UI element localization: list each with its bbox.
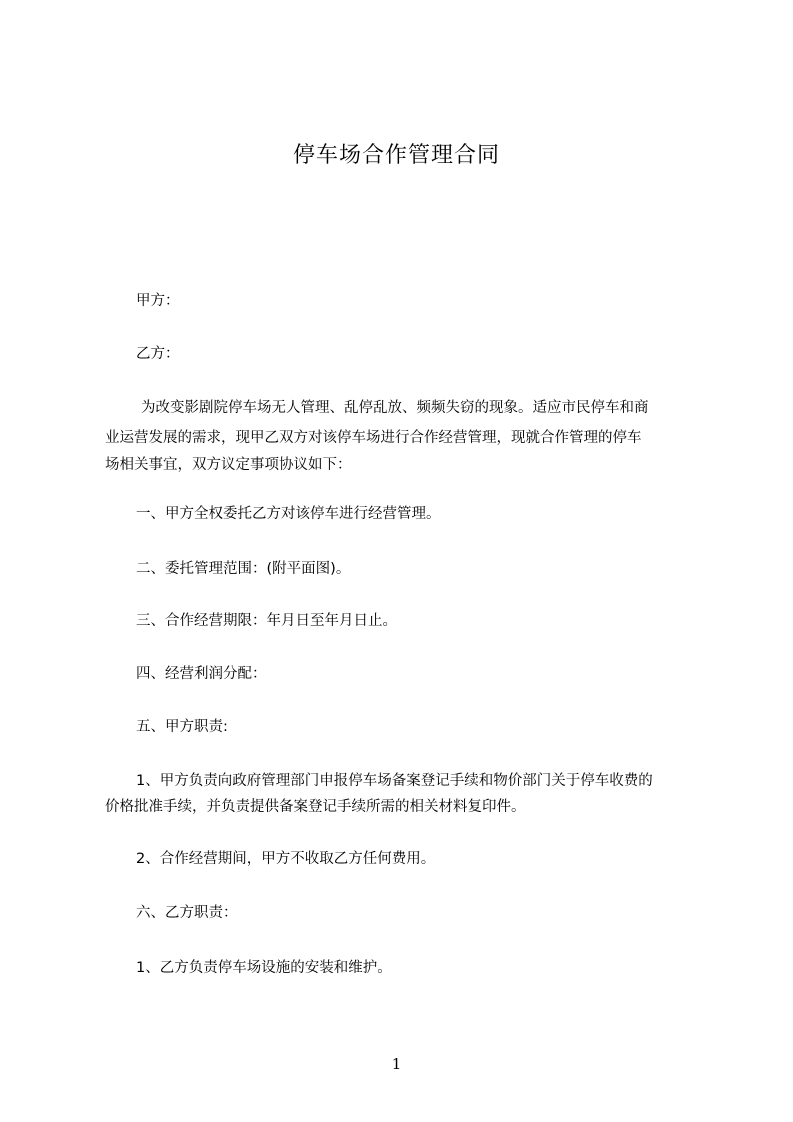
clause-3: 三、合作经营期限：年月日至年月日止。	[136, 613, 397, 629]
intro-line-1: 为改变影剧院停车场无人管理、乱停乱放、频频失窃的现象。适应市民停车和商	[141, 400, 649, 416]
clause-1: 一、甲方全权委托乙方对该停车进行经营管理。	[136, 506, 441, 522]
party-b-label: 乙方：	[136, 346, 180, 362]
party-a-label: 甲方：	[136, 293, 180, 309]
clause-5-item-1-line-2: 价格批准手续，并负责提供备案登记手续所需的相关材料复印件。	[105, 799, 526, 815]
clause-5: 五、甲方职责:	[136, 719, 228, 735]
page-number: 1	[391, 1055, 402, 1073]
clause-4: 四、经营利润分配：	[136, 666, 267, 682]
document-title: 停车场合作管理合同	[292, 143, 500, 168]
intro-line-2: 业运营发展的需求，现甲乙双方对该停车场进行合作经营管理，现就合作管理的停车	[105, 430, 642, 446]
clause-5-item-1-line-1: 1、甲方负责向政府管理部门申报停车场备案登记手续和物价部门关于停车收费的	[136, 773, 653, 789]
intro-line-3: 场相关事宜，双方议定事项协议如下：	[105, 457, 352, 473]
clause-6-item-1: 1、乙方负责停车场设施的安装和维护。	[136, 960, 392, 976]
clause-5-item-2: 2、合作经营期间，甲方不收取乙方任何费用。	[136, 851, 436, 867]
clause-2: 二、委托管理范围：(附平面图)。	[136, 561, 351, 577]
clause-6: 六、乙方职责：	[136, 905, 238, 921]
